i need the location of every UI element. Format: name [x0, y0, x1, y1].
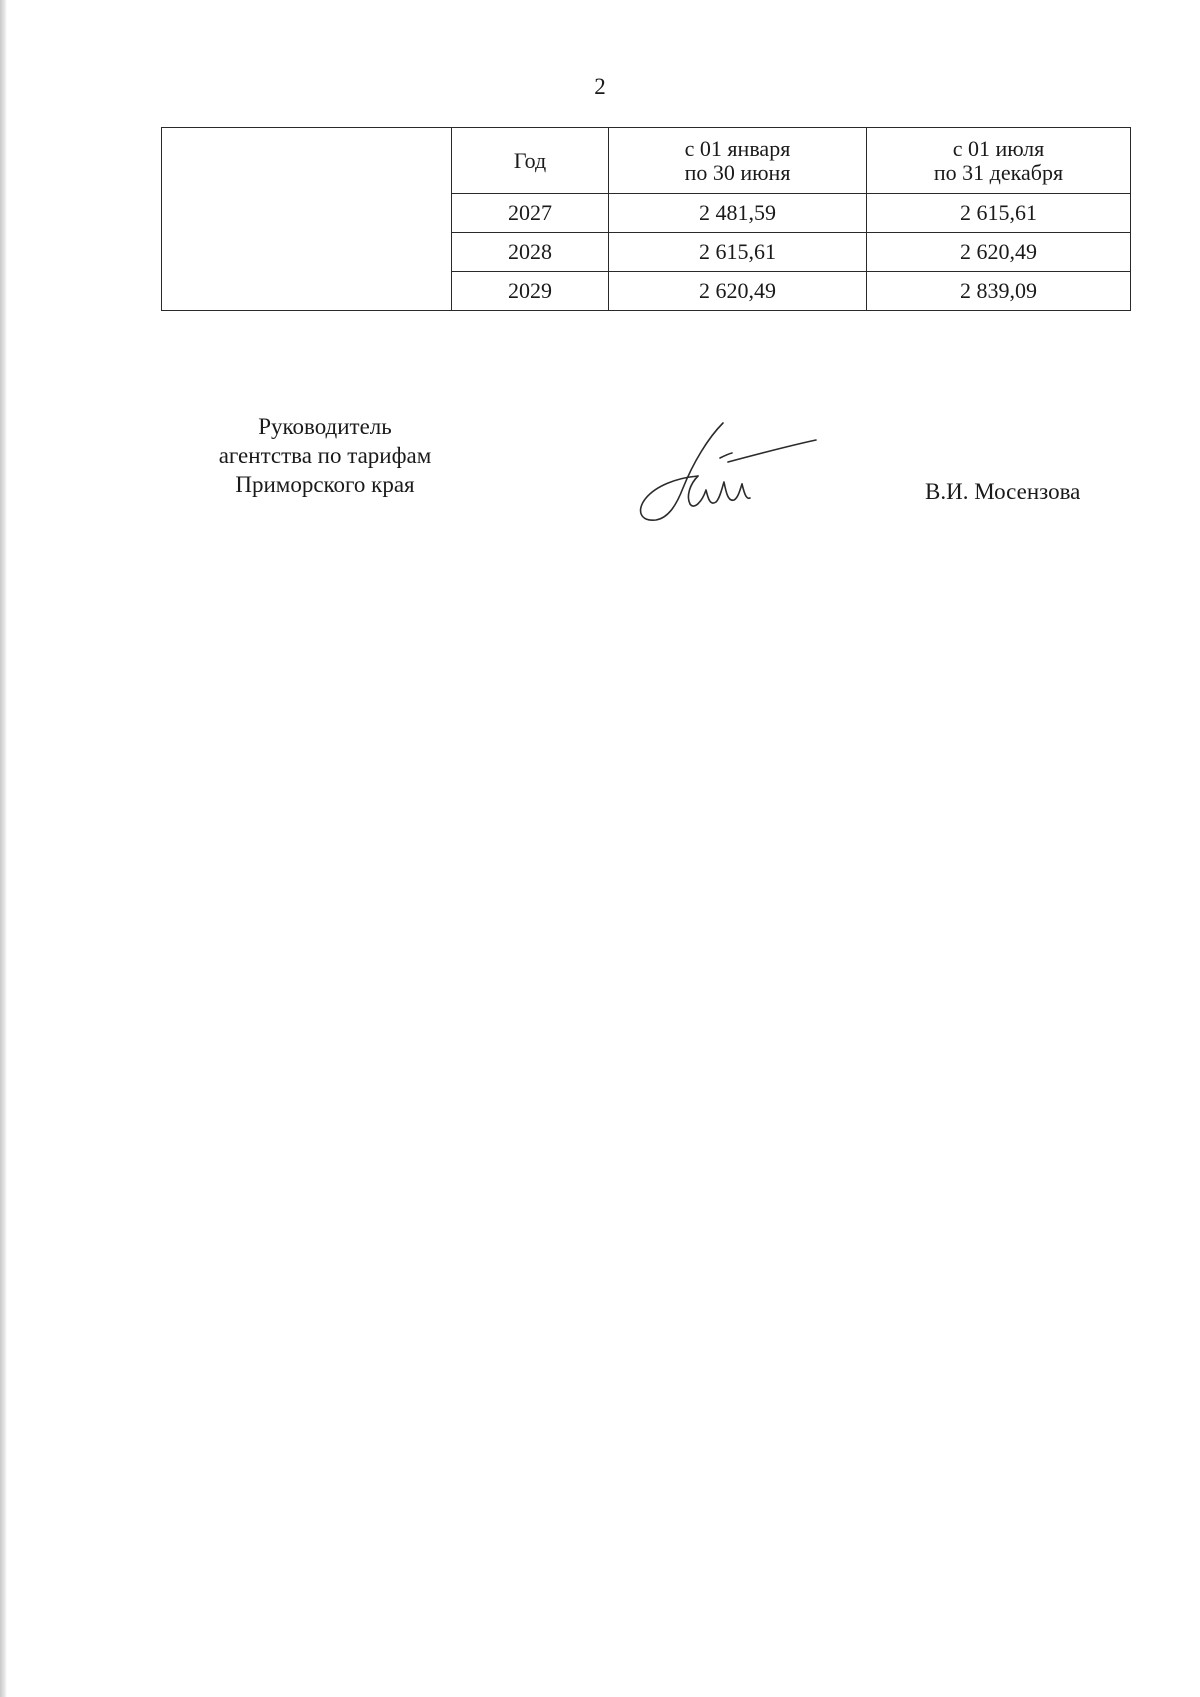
cell-second-half: 2 615,61	[867, 194, 1131, 233]
signer-position	[180, 412, 470, 499]
cell-first-half: 2 620,49	[609, 272, 867, 311]
scan-edge-shadow	[0, 0, 7, 1697]
page-number: 2	[594, 74, 606, 99]
tariff-table	[161, 127, 1131, 311]
cell-year: 2029	[452, 272, 609, 311]
header-first-half	[609, 128, 867, 194]
header-second-half-line1: с 01 июля	[952, 135, 1045, 161]
cell-second-half: 2 839,09	[867, 272, 1131, 311]
header-first-half-line1: с 01 января	[684, 135, 791, 161]
header-second-half-line2: по 31 декабря	[933, 159, 1064, 185]
cell-second-half: 2 620,49	[867, 233, 1131, 272]
table-blank-cell	[162, 128, 452, 311]
signatory-name: В.И. Мосензова	[925, 479, 1081, 504]
signer-position-line1: Руководитель	[258, 414, 392, 439]
table-header-row	[162, 128, 1131, 194]
signer-position-line2: агентства по тарифам	[218, 443, 432, 468]
signer-position-line3: Приморского края	[235, 472, 415, 497]
header-second-half	[867, 128, 1131, 194]
header-first-half-line2: по 30 июня	[684, 159, 791, 185]
cell-first-half: 2 481,59	[609, 194, 867, 233]
header-year: Год	[452, 128, 609, 194]
cell-year: 2027	[452, 194, 609, 233]
handwritten-signature-icon	[628, 418, 818, 528]
cell-first-half: 2 615,61	[609, 233, 867, 272]
cell-year: 2028	[452, 233, 609, 272]
